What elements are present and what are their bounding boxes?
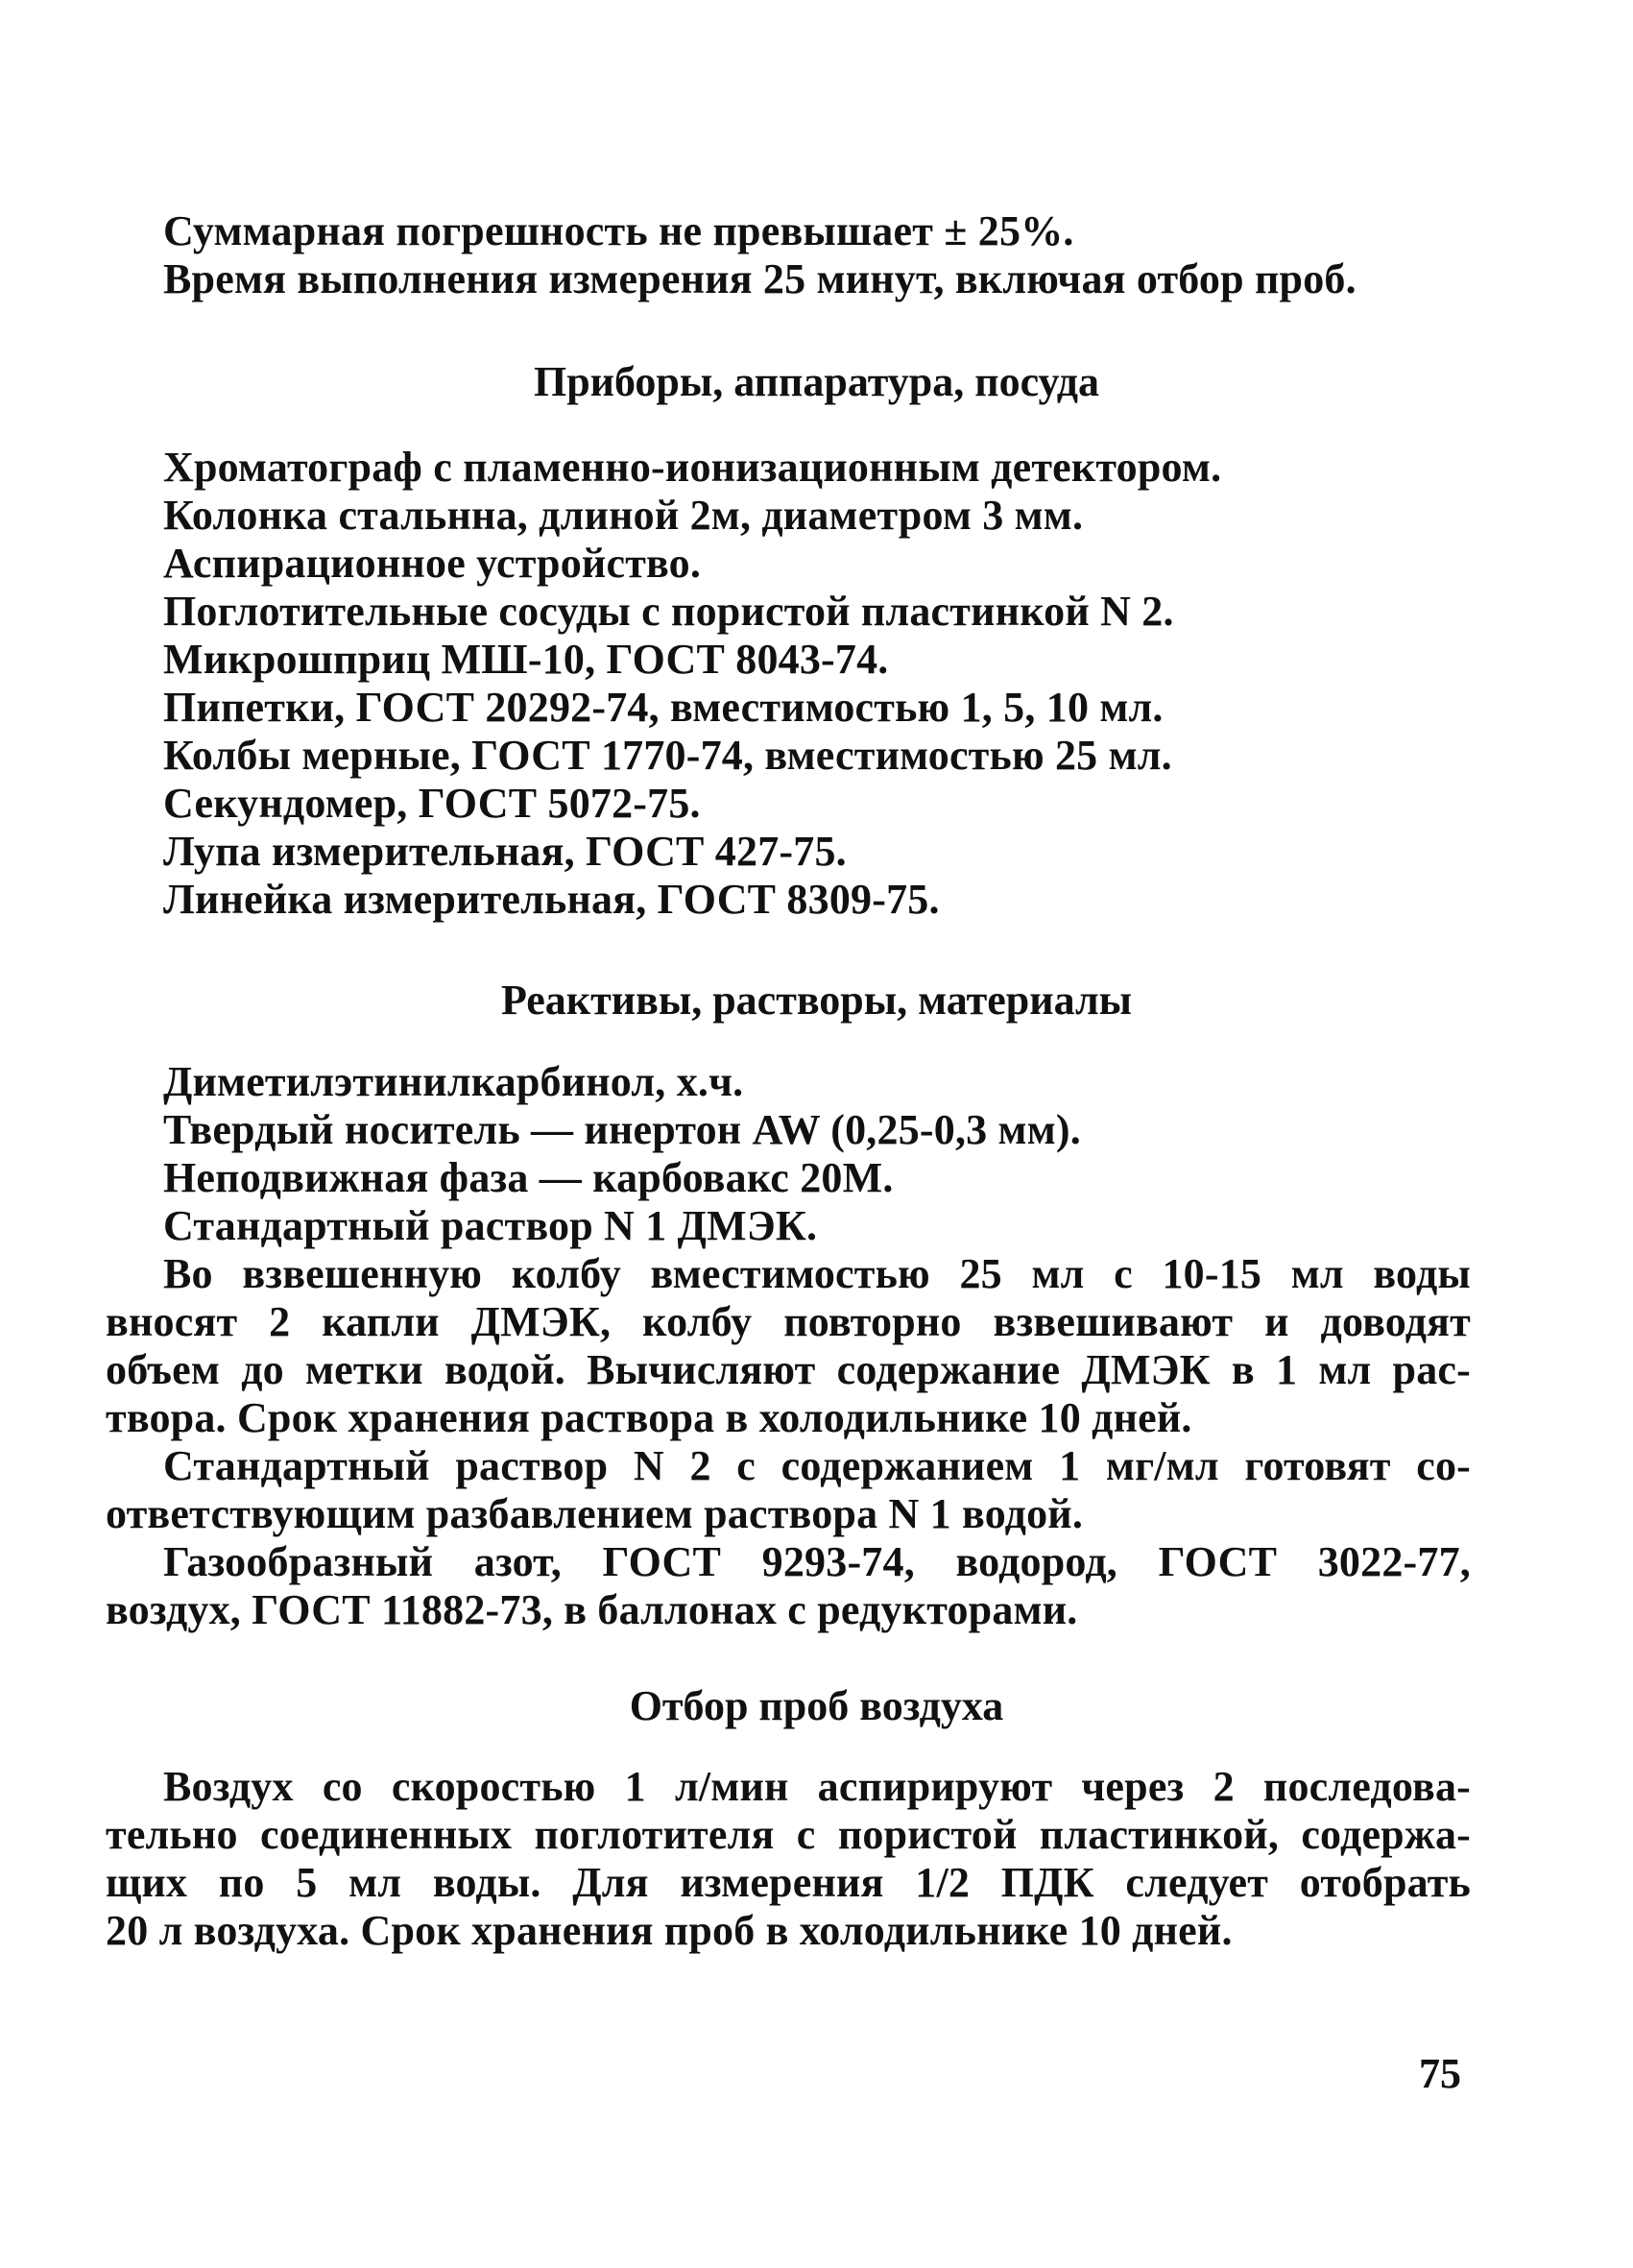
reagents-paragraph-3	[106, 1538, 1471, 1634]
instruments-list	[163, 444, 1469, 924]
paragraph-line: 20 л воздуха. Срок хранения проб в холодильнике 10 дней.	[106, 1907, 1233, 1954]
list-item: Неподвижная фаза — карбовакс 20М.	[163, 1154, 894, 1201]
list-item: Секундомер, ГОСТ 5072-75.	[163, 780, 701, 827]
paragraph-line: тельно соединенных поглотителя с пористой пластинкой, содержа-	[106, 1811, 1471, 1858]
intro-line: Время выполнения измерения 25 минут, включая отбор проб.	[163, 255, 1357, 302]
paragraph-line: ответствующим разбавлением раствора N 1 водой.	[106, 1490, 1084, 1537]
list-item: Микрошприц МШ-10, ГОСТ 8043-74.	[163, 636, 889, 683]
list-item: Стандартный раствор N 1 ДМЭК.	[163, 1202, 818, 1249]
list-item: Пипетки, ГОСТ 20292-74, вместимостью 1, 5, 10 мл.	[163, 684, 1164, 731]
reagents-paragraph-1	[106, 1250, 1471, 1442]
list-item: Поглотительные сосуды с пористой пластинкой N 2.	[163, 588, 1174, 635]
list-item: Хроматограф с пламенно-ионизационным детектором.	[163, 444, 1222, 491]
paragraph-line: Газообразный азот, ГОСТ 9293-74, водород, ГОСТ 3022-77,	[163, 1538, 1471, 1585]
reagents-list	[163, 1058, 1469, 1250]
page-number: 75	[1419, 2050, 1461, 2097]
list-item: Твердый носитель — инертон AW (0,25-0,3 мм).	[163, 1106, 1081, 1153]
paragraph-line: объем до метки водой. Вычисляют содержание ДМЭК в 1 мл рас-	[106, 1346, 1471, 1393]
list-item: Диметилэтинилкарбинол, х.ч.	[163, 1058, 744, 1105]
list-item: Колбы мерные, ГОСТ 1770-74, вместимостью 25 мл.	[163, 732, 1172, 779]
paragraph-line: твора. Срок хранения раствора в холодильнике 10 дней.	[106, 1394, 1192, 1441]
paragraph-line: вносят 2 капли ДМЭК, колбу повторно взвешивают и доводят	[106, 1298, 1471, 1345]
paragraph-line: Во взвешенную колбу вместимостью 25 мл с 10-15 мл воды	[163, 1250, 1471, 1297]
list-item: Колонка стальнна, длиной 2м, диаметром 3 мм.	[163, 492, 1084, 539]
paragraph-line: Стандартный раствор N 2 с содержанием 1 мг/мл готовят со-	[163, 1442, 1471, 1489]
section-heading-sampling: Отбор проб воздуха	[629, 1682, 1004, 1729]
list-item: Аспирационное устройство.	[163, 540, 702, 587]
section-heading-reagents: Реактивы, растворы, материалы	[500, 977, 1133, 1024]
list-item: Линейка измерительная, ГОСТ 8309-75.	[163, 876, 940, 923]
sampling-paragraph	[106, 1763, 1471, 1955]
paragraph-line: воздух, ГОСТ 11882-73, в баллонах с редукторами.	[106, 1586, 1078, 1633]
reagents-paragraph-2	[106, 1442, 1471, 1538]
section-heading-instruments: Приборы, аппаратура, посуда	[533, 358, 1100, 405]
paragraph-line: щих по 5 мл воды. Для измерения 1/2 ПДК следует отобрать	[106, 1859, 1471, 1906]
list-item: Лупа измерительная, ГОСТ 427-75.	[163, 828, 847, 875]
paragraph-line: Воздух со скоростью 1 л/мин аспирируют через 2 последова-	[163, 1763, 1471, 1810]
intro-line: Суммарная погрешность не превышает ± 25%.	[163, 207, 1074, 254]
intro-block	[163, 207, 1469, 303]
